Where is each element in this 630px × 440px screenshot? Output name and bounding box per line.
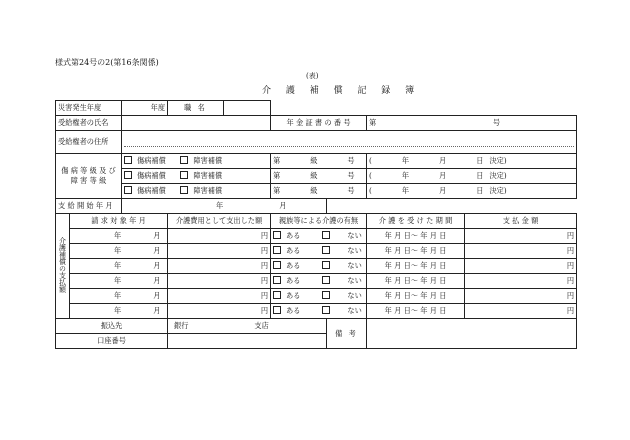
yes-checkbox[interactable]: [273, 231, 281, 239]
no-label: ない: [347, 291, 362, 300]
bank-row: [56, 319, 577, 334]
recipient-address-row: [56, 131, 577, 154]
decision-day: 日: [476, 171, 484, 180]
payment-amount-cell[interactable]: [465, 274, 577, 289]
yes-checkbox[interactable]: [273, 291, 281, 299]
job-label: 職 名: [168, 101, 224, 116]
grade-label-line1: 傷 病 等 級 及 び: [61, 166, 116, 175]
care-period-cell[interactable]: 年 月 日〜 年 月 日: [367, 274, 465, 289]
decision-year: 年: [401, 156, 410, 165]
open-paren: (: [369, 186, 372, 195]
care-compensation-form: [55, 100, 577, 349]
yen-unit: 円: [260, 291, 269, 300]
payment-table-header: [56, 214, 577, 229]
grade-unit: 級: [310, 171, 318, 180]
col-payment-amount: 支 払 金 額: [465, 214, 577, 229]
care-period-cell[interactable]: 年 月 日〜 年 月 日: [367, 229, 465, 244]
payment-start-month: 月: [279, 201, 287, 210]
col-family-care: 親族等による介護の有無: [271, 214, 367, 229]
year-unit: 年: [114, 306, 122, 315]
family-care-cell: [271, 244, 367, 259]
bank-suffix: 銀行: [174, 321, 189, 330]
yen-unit: 円: [260, 261, 269, 270]
col-care-cost: 介護費用として支出した額: [168, 214, 271, 229]
year-unit: 年: [114, 261, 122, 270]
grade-number-field[interactable]: [271, 169, 367, 184]
request-month-cell[interactable]: [70, 244, 168, 259]
grade-number-unit: 号: [347, 171, 355, 180]
care-period-cell[interactable]: 年 月 日〜 年 月 日: [367, 304, 465, 319]
year-unit: 年: [114, 291, 122, 300]
care-cost-cell[interactable]: [168, 274, 271, 289]
request-month-cell[interactable]: [70, 274, 168, 289]
family-care-cell: [271, 259, 367, 274]
yen-unit: 円: [566, 291, 575, 300]
section-label-text: 介護補償の支払額: [58, 237, 67, 293]
no-checkbox[interactable]: [322, 306, 330, 314]
pension-prefix: 第: [369, 118, 377, 127]
month-unit: 月: [153, 276, 161, 285]
grade-label: [56, 154, 122, 199]
disability-compensation-checkbox[interactable]: [180, 171, 188, 179]
decision-day: 日: [476, 156, 484, 165]
col-care-period: 介 護 を 受 け た 期 間: [367, 214, 465, 229]
yen-unit: 円: [566, 306, 575, 315]
payment-row: [56, 304, 577, 319]
yen-unit: 円: [260, 231, 269, 240]
year-unit: 年: [114, 231, 122, 240]
grade-number-unit: 号: [347, 186, 355, 195]
payment-row: [56, 229, 577, 244]
payment-row: [56, 274, 577, 289]
grade-row: [56, 169, 577, 184]
decided-label: 決定): [489, 156, 507, 165]
grade-ordinal: 第: [273, 156, 281, 165]
grade-decision-date[interactable]: [367, 184, 577, 199]
side-label: (表): [306, 72, 319, 80]
yen-unit: 円: [566, 231, 575, 240]
branch-suffix: 支店: [254, 321, 269, 330]
pension-number-label: 年 金 証 書 の 番 号: [271, 116, 367, 131]
payment-start-label: 支 給 開 始 年 月: [56, 199, 122, 214]
grade-row: [56, 184, 577, 199]
payment-amount-cell[interactable]: [465, 304, 577, 319]
yen-unit: 円: [566, 276, 575, 285]
month-unit: 月: [153, 246, 161, 255]
decided-label: 決定): [489, 186, 507, 195]
yes-label: ある: [286, 261, 301, 270]
care-cost-cell[interactable]: [168, 244, 271, 259]
yen-unit: 円: [260, 306, 269, 315]
col-request-month: 請 求 対 象 年 月: [70, 214, 168, 229]
grade-ordinal: 第: [273, 186, 281, 195]
section-label: [56, 214, 70, 319]
yes-label: ある: [286, 291, 301, 300]
request-month-cell[interactable]: [70, 289, 168, 304]
payment-start-row: [56, 199, 577, 214]
disaster-year-label: 災害発生年度: [56, 101, 122, 116]
transfer-label: 振込先: [56, 319, 168, 334]
form-number: 様式第24号の2(第16条関係): [55, 58, 159, 67]
payment-row: [56, 244, 577, 259]
disability-compensation-checkbox[interactable]: [180, 186, 188, 194]
yes-checkbox[interactable]: [273, 261, 281, 269]
injury-compensation-checkbox[interactable]: [124, 186, 132, 194]
remarks-label: 備 考: [327, 319, 367, 349]
payment-amount-cell[interactable]: [465, 289, 577, 304]
month-unit: 月: [153, 261, 161, 270]
care-period-cell[interactable]: 年 月 日〜 年 月 日: [367, 244, 465, 259]
injury-compensation-label: 傷病補償: [137, 171, 166, 180]
decision-day: 日: [476, 186, 484, 195]
yes-label: ある: [286, 306, 301, 315]
open-paren: (: [369, 171, 372, 180]
grade-options: [122, 169, 271, 184]
request-month-cell[interactable]: [70, 259, 168, 274]
decision-month: 月: [439, 156, 447, 165]
yen-unit: 円: [260, 246, 269, 255]
no-checkbox[interactable]: [322, 276, 330, 284]
payment-amount-cell[interactable]: [465, 229, 577, 244]
family-care-cell: [271, 289, 367, 304]
yes-checkbox[interactable]: [273, 306, 281, 314]
family-care-cell: [271, 229, 367, 244]
decision-year: 年: [401, 171, 410, 180]
recipient-name-row: [56, 116, 577, 131]
recipient-name-label: 受給権者の氏名: [56, 116, 122, 131]
yen-unit: 円: [566, 261, 575, 270]
month-unit: 月: [153, 306, 161, 315]
decision-month: 月: [439, 171, 447, 180]
payment-start-year: 年: [216, 201, 224, 210]
request-month-cell[interactable]: [70, 304, 168, 319]
no-label: ない: [347, 261, 362, 270]
injury-compensation-label: 傷病補償: [137, 156, 166, 165]
decision-year: 年: [401, 186, 410, 195]
no-checkbox[interactable]: [322, 246, 330, 254]
no-label: ない: [347, 231, 362, 240]
yes-checkbox[interactable]: [273, 276, 281, 284]
page-title: 介 護 補 償 記 録 簿: [262, 86, 421, 96]
disability-compensation-label: 障害補償: [193, 186, 223, 195]
account-number-label: 口座番号: [56, 334, 168, 349]
grade-unit: 級: [310, 186, 318, 195]
family-care-cell: [271, 274, 367, 289]
payment-start-field[interactable]: [122, 199, 327, 214]
yen-unit: 円: [260, 276, 269, 285]
care-period-cell[interactable]: 年 月 日〜 年 月 日: [367, 259, 465, 274]
payment-row: [56, 259, 577, 274]
payment-amount-cell[interactable]: [465, 244, 577, 259]
year-unit: 年: [114, 276, 122, 285]
payment-amount-cell[interactable]: [465, 259, 577, 274]
care-cost-cell[interactable]: [168, 259, 271, 274]
year-unit: 年: [114, 246, 122, 255]
account-number-field[interactable]: [168, 334, 327, 349]
family-care-cell: [271, 304, 367, 319]
grade-options: [122, 154, 271, 169]
grade-decision-date[interactable]: [367, 154, 577, 169]
decision-month: 月: [439, 186, 447, 195]
injury-compensation-checkbox[interactable]: [124, 156, 132, 164]
yen-unit: 円: [566, 246, 575, 255]
bank-name-field[interactable]: [168, 319, 327, 334]
payment-row: [56, 289, 577, 304]
pension-suffix: 号: [492, 118, 501, 127]
remarks-field[interactable]: [367, 319, 577, 349]
yes-checkbox[interactable]: [273, 246, 281, 254]
disability-compensation-checkbox[interactable]: [180, 156, 188, 164]
grade-ordinal: 第: [273, 171, 281, 180]
care-cost-cell[interactable]: [168, 289, 271, 304]
grade-number-field[interactable]: [271, 184, 367, 199]
no-checkbox[interactable]: [322, 261, 330, 269]
recipient-name-field[interactable]: [122, 116, 271, 131]
grade-label-line2: 障 害 等 級: [70, 176, 107, 185]
decided-label: 決定): [489, 171, 507, 180]
recipient-address-label: 受給権者の住所: [56, 131, 122, 154]
care-cost-cell[interactable]: [168, 229, 271, 244]
job-field[interactable]: [224, 101, 271, 116]
injury-compensation-label: 傷病補償: [137, 186, 166, 195]
disaster-year-field[interactable]: [122, 101, 168, 116]
no-checkbox[interactable]: [322, 291, 330, 299]
disaster-year-row: [56, 101, 577, 116]
grade-row: [56, 154, 577, 169]
open-paren: (: [369, 156, 372, 165]
pension-number-field[interactable]: [367, 116, 577, 131]
grade-number-field[interactable]: [271, 154, 367, 169]
disability-compensation-label: 障害補償: [193, 171, 223, 180]
yes-label: ある: [286, 246, 301, 255]
yes-label: ある: [286, 276, 301, 285]
grade-options: [122, 184, 271, 199]
month-unit: 月: [153, 291, 161, 300]
grade-decision-date[interactable]: [367, 169, 577, 184]
injury-compensation-checkbox[interactable]: [124, 171, 132, 179]
no-label: ない: [347, 246, 362, 255]
care-cost-cell[interactable]: [168, 304, 271, 319]
no-label: ない: [347, 306, 362, 315]
disability-compensation-label: 障害補償: [193, 156, 223, 165]
request-month-cell[interactable]: [70, 229, 168, 244]
no-checkbox[interactable]: [322, 231, 330, 239]
no-label: ない: [347, 276, 362, 285]
disaster-year-unit: 年度: [150, 103, 166, 112]
grade-number-unit: 号: [347, 156, 355, 165]
recipient-address-field[interactable]: [122, 131, 577, 154]
grade-unit: 級: [310, 156, 318, 165]
yes-label: ある: [286, 231, 301, 240]
month-unit: 月: [153, 231, 161, 240]
care-period-cell[interactable]: 年 月 日〜 年 月 日: [367, 289, 465, 304]
